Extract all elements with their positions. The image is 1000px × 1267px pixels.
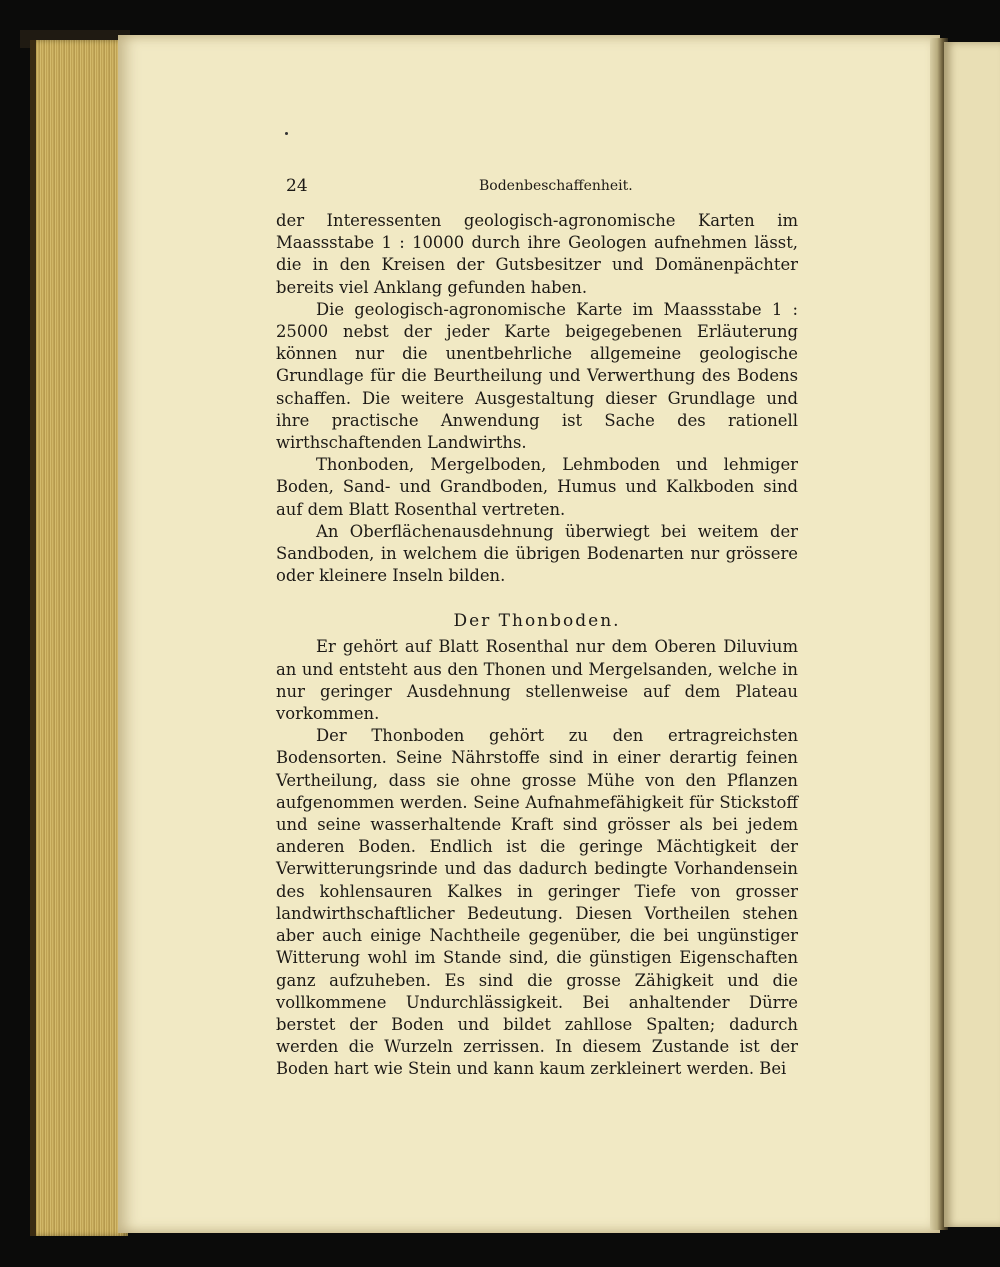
section-heading: Der Thonboden. — [453, 611, 621, 632]
paragraph: Er gehört auf Blatt Rosenthal nur dem Oberen Diluvium an und entsteht aus den Thonen und Mergelsanden, welche in nur geringer Ausdehnung stellenweise auf dem Plateau vorkommen. — [276, 637, 798, 724]
page-edges — [30, 40, 128, 1236]
ink-speck — [285, 132, 288, 135]
page-text — [276, 176, 798, 1081]
paragraph: Thonboden, Mergelboden, Lehmboden und lehmiger Boden, Sand- und Grandboden, Humus und Kalkboden sind auf dem Blatt Rosenthal vertreten. — [276, 455, 798, 519]
facing-page-edge — [944, 42, 1000, 1227]
paragraph: An Oberflächenausdehnung überwiegt bei weitem der Sandboden, in welchem die übrigen Bodenarten nur grössere oder kleinere Inseln bilden. — [276, 521, 798, 586]
page-number: 24 — [286, 176, 308, 196]
page-header — [276, 176, 798, 210]
paragraph: Der Thonboden gehört zu den ertragreichsten Bodensorten. Seine Nährstoffe sind in einer derartig feinen Vertheilung, dass sie ohne grosse Mühe von den Pflanzen aufgenommen werden. Seine Aufnahmefähigkeit für Stickstoff und seine wasserhaltende Kraft sind grösser als bei jedem anderen Boden. Endlich ist die geringe Mächtigkeit der Verwitterungsrinde und das dadurch bedingte Vorhandensein des kohlensauren Kalkes in geringer Tiefe von grosser landwirthschaftlicher Bedeutung. Diesen Vortheilen stehen aber auch einige Nachtheile gegenüber, die bei ungünstiger Witterung wohl im Stande sind, die günstigen Eigenschaften ganz aufzuheben. Es sind die grosse Zähigkeit und die vollkommene Undurchlässigkeit. Bei anhaltender Dürre berstet der Boden und bildet zahllose Spalten; dadurch werden die Wurzeln zerrissen. In diesem Zustande ist der Boden hart wie Stein und kann kaum zerkleinert werden. Bei — [276, 726, 798, 1079]
paragraph: der Interessenten geologisch-agronomische Karten im Maassstabe 1 : 10000 durch ihre Geologen aufnehmen lässt, die in den Kreisen der Gutsbesitzer und Domänenpächter bereits viel Anklang gefunden haben. — [276, 211, 798, 297]
paragraph: Die geologisch-agronomische Karte im Maassstabe 1 : 25000 nebst der jeder Karte beigegebenen Erläuterung können nur die unentbehrliche allgemeine geologische Grundlage für die Beurtheilung und Verwerthung des Bodens schaffen. Die weitere Ausgestaltung dieser Grundlage und ihre practische Anwendung ist Sache des rationell wirthschaftenden Landwirths. — [276, 299, 798, 453]
running-head: Bodenbeschaffenheit. — [479, 178, 633, 194]
